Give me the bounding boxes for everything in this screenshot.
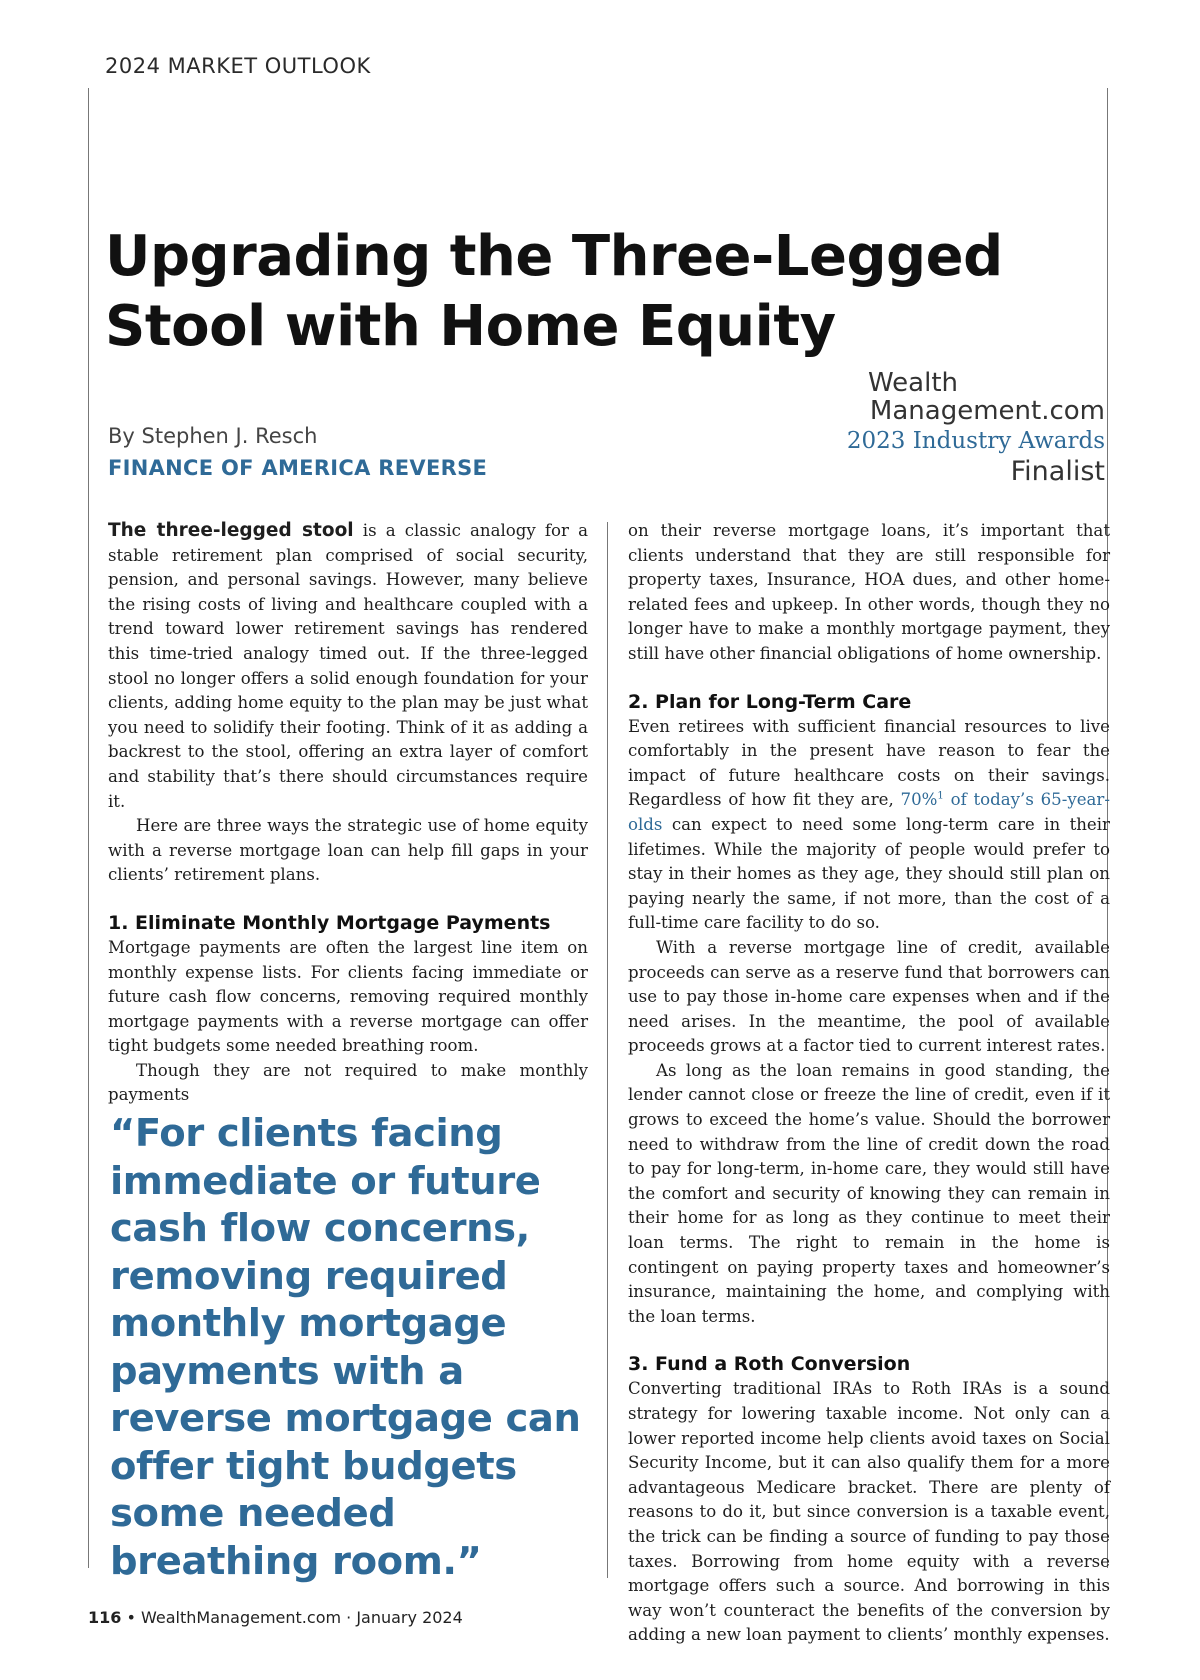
column-divider: [607, 522, 608, 1578]
pull-quote: “For clients facing immediate or future cash flow concerns, removing required monthly mortgage payments with a reverse mortgage can offer tight budgets some needed breathing room.”: [110, 1111, 581, 1584]
left-column: [108, 519, 588, 1108]
footer-bullet: •: [121, 1608, 142, 1627]
right-column: [628, 519, 1110, 1648]
award-line-wealth: Wealth: [868, 368, 959, 398]
link-text: 70%: [900, 790, 938, 810]
paragraph: Here are three ways the strategic use of home equity with a reverse mortgage loan can help fill gaps in your clients’ retirement plans.: [108, 816, 588, 885]
author-company: FINANCE OF AMERICA REVERSE: [108, 456, 488, 480]
subheading-eliminate-payments: 1. Eliminate Monthly Mortgage Payments: [108, 911, 551, 934]
footnote-marker: 1: [937, 790, 944, 802]
intro-paragraph: [108, 519, 588, 814]
award-line-management: Management.com: [869, 396, 1105, 426]
page-footer: [88, 1608, 463, 1627]
paragraph: [628, 715, 1110, 936]
award-badge: [840, 370, 1105, 488]
link-text: of today’s 65-year-olds: [628, 790, 1110, 834]
paragraph: With a reverse mortgage line of credit, available proceeds can serve as a reserve fund that borrowers can use to pay those in-home care expenses when and if the need arises. In the meantime, the pool of available proceeds grows at a factor tied to current interest rates.: [628, 937, 1110, 1056]
byline: By Stephen J. Resch: [108, 424, 318, 448]
award-line-industry-awards: 2023 Industry Awards: [846, 428, 1105, 454]
paragraph: As long as the loan remains in good standing, the lender cannot close or freeze the line of credit, even if it grows to exceed the home’s value. Should the borrower need to withdraw from the line of credit down the road to pay for long-term, in-home care, they would still have the comfort and security of knowing they can remain in their home for as long as they continue to meet their loan terms. The right to remain in the home is contingent on paying property taxes and homeowner’s insurance, maintaining the home, and complying with the loan terms.: [628, 1060, 1110, 1326]
intro-text: is a classic analogy for a stable retirement plan comprised of social security, pension, and personal savings. However, many believe the rising costs of living and healthcare coupled with a trend toward lower retirement savings has rendered this time-tried analogy timed out. If the three-legged stool no longer offers a solid enough foundation for your clients, adding home equity to the plan may be just what you need to solidify their footing. Think of it as adding a backrest to the stool, offering an extra layer of comfort and stability that’s there should circumstances require it.: [108, 521, 588, 811]
subheading-long-term-care: 2. Plan for Long-Term Care: [628, 690, 912, 713]
award-line-finalist: Finalist: [1010, 456, 1105, 487]
paragraph: on their reverse mortgage loans, it’s important that clients understand that they are still responsible for property taxes, Insurance, HOA dues, and other home-related fees and upkeep. In other words, though they no longer have to make a monthly mortgage payment, they still have other financial obligations of home ownership.: [628, 521, 1110, 663]
paragraph: Mortgage payments are often the largest line item on monthly expense lists. For clients facing immediate or future cash flow concerns, removing required monthly mortgage payments with a reverse mortgage can offer tight budgets some needed breathing room.: [108, 937, 588, 1056]
subheading-roth-conversion: 3. Fund a Roth Conversion: [628, 1353, 911, 1376]
article-title: Upgrading the Three-Legged Stool with Home Equity: [105, 224, 1003, 359]
footer-publication: WealthManagement.com · January 2024: [141, 1608, 463, 1627]
page-number: 116: [88, 1608, 122, 1627]
text-run: can expect to need some long-term care in their lifetimes. While the majority of people would prefer to stay in their homes as they age, they should still plan on paying nearly the same, if not more, than the cost of a full-time care facility to do so.: [628, 814, 1110, 933]
text-run: Even retirees with sufficient financial resources to live comfortably in the present have reason to fear the impact of future healthcare costs on their savings. Regardless of how fit they are,: [628, 716, 1110, 810]
section-label: 2024 MARKET OUTLOOK: [105, 54, 371, 78]
paragraph: Though they are not required to make monthly payments: [108, 1060, 588, 1105]
paragraph: Converting traditional IRAs to Roth IRAs is a sound strategy for lowering taxable income. Not only can a lower reported income help clients avoid taxes on Social Security Income, but it can also qualify them for a more advantageous Medicare bracket. There are plenty of reasons to do it, but since conversion is a taxable event, the trick can be finding a source of funding to pay those taxes. Borrowing from home equity with a reverse mortgage offers such a source. And borrowing in this way won’t counteract the benefits of the conversion by adding a new loan payment to clients’ monthly expenses.: [628, 1379, 1110, 1645]
left-rule: [88, 88, 89, 1568]
lead-in: The three-legged stool: [108, 520, 354, 541]
